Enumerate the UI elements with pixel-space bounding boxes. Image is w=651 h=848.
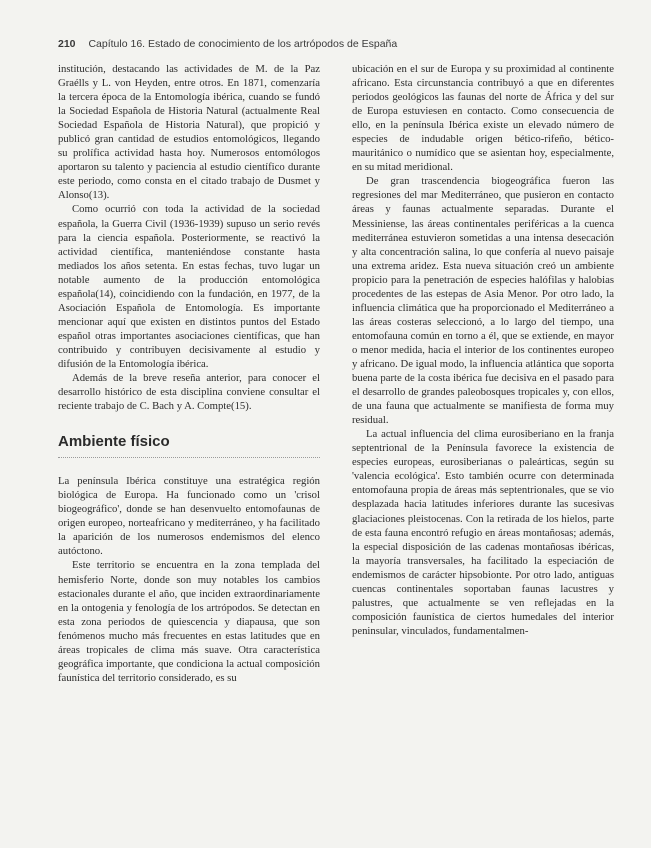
paragraph: institución, destacando las actividades de M. de la Paz Graélls y L. von Heyden, entre otros. En 1871, comenzaría la tercera época de la Entomología ibérica, cuando se fundó la Sociedad Española de Historia Natural (actualmente Real Sociedad Española de Historia Natural), que propició y publicó gran cantidad de estudios entomológicos, llegando su prolífica actividad hasta hoy. Numerosos entomólogos aportaron su talento y paciencia al estudio científico durante este periodo, como consta en el citado trabajo de Dusmet y Alonso(13). bbox=[58, 63, 320, 202]
paragraph: Como ocurrió con toda la actividad de la sociedad española, la Guerra Civil (1936-1939) supuso un serio revés para la ciencia española. Posteriormente, se reactivó la actividad científica, manteniéndose constante hasta mediados los años setenta. En estas fechas, tuvo lugar un notable aumento de la producción entomológica española(14), coincidiendo con la fundación, en 1977, de la Asociación Española de Entomología. Es importante mencionar aquí que existen en distintos puntos del Estado español otras importantes asociaciones científicas, que han contribuido y contribuyen decisivamente al estudio y difusión de la Entomología ibérica. bbox=[58, 203, 320, 370]
page-number: 210 bbox=[58, 38, 76, 50]
paragraph: Este territorio se encuentra en la zona templada del hemisferio Norte, donde son muy notables los cambios estacionales durante el año, que inciden extraordinariamente en la ontogenia y fenología de los artrópodos. Se detectan en esta zona periodos de quiescencia y diapausa, que son fenómenos mucho más frecuentes en estas latitudes que en áreas tropicales de clima más suave. Otra característica geográfica importante, que condiciona la actual composición faunística del territorio considerado, es su bbox=[58, 559, 320, 684]
paragraph: La actual influencia del clima eurosiberiano en la franja septentrional de la Península favorece la existencia de especies europeas, eurosiberianas o paleárticas, según su 'valencia ecológica'. Esto también ocurre con determinada entomofauna propia de áreas más septentrionales, que se vio desplazada hacia latitudes inferiores durante las sucesivas glaciaciones pleistocenas. Con la retirada de los hielos, parte de esta fauna encontró refugio en áreas montañosas; además, la especial disposición de las cadenas montañosas ibéricas, la mayoría transversales, ha facilitado la especiación de endemismos de carácter hipsobionte. Por otro lado, antiguas cuencas continentales soportaban faunas lacustres y palustres, que actualmente se ven reflejadas en la composición faunística de ciertos humedales del interior peninsular, vinculados, fundamentalmen- bbox=[352, 428, 614, 637]
paragraph: ubicación en el sur de Europa y su proximidad al continente africano. Esta circunstancia contribuyó a que en diferentes periodos geológicos las faunas del norte de África y del sur de Europa estuviesen en contacto. Como consecuencia de ello, en la península Ibérica existe un elevado número de especies de indudable origen bético-rifeño, bético-mauritánico o numídico que se asientan hoy, especialmente, en su mitad meridional. bbox=[352, 63, 614, 174]
section-divider bbox=[58, 457, 320, 458]
section-heading: Ambiente físico bbox=[58, 433, 170, 451]
paragraph: Además de la breve reseña anterior, para conocer el desarrollo histórico de esta disciplina conviene consultar el reciente trabajo de C. Bach y A. Compte(15). bbox=[58, 372, 320, 413]
running-title: Capítulo 16. Estado de conocimiento de los artrópodos de España bbox=[88, 38, 398, 50]
left-column bbox=[58, 62, 320, 685]
paragraph: De gran trascendencia biogeográfica fueron las regresiones del mar Mediterráneo, que pusieron en contacto áreas y faunas actualmente separadas. Durante el Messiniense, las áreas continentales periféricas a la cuenca mediterránea estuvieron sometidas a una intensa desecación y alta concentración salina, lo que confería al nuevo paisaje una extrema aridez. Esta nueva situación creó un ambiente propicio para la penetración de especies halófilas y halobias procedentes de las estepas de Asia Menor. Por otro lado, la influencia climática que ha proporcionado el Mediterráneo a las áreas costeras seleccionó, a lo largo del tiempo, una entomofauna común en torno a él, que se extiende, en mayor o menor medida, hacia el interior de los continentes europeo y africano. De igual modo, la influencia atlántica que soporta buena parte de la costa ibérica fue decisiva en el pasado para el desarrollo de grandes paleobosques tropicales y, con ellos, de una fauna que actualmente se manifiesta de forma muy residual. bbox=[352, 175, 614, 427]
running-header bbox=[58, 38, 618, 50]
right-column bbox=[352, 62, 614, 638]
paragraph: La península Ibérica constituye una estratégica región biológica de Europa. Ha funcionado como un 'crisol biogeográfico', donde se han desenvuelto entomofaunas de origen europeo, norteafricano y mediterráneo, y ha facilitado la aparición de los numerosos endemismos del elenco autóctono. bbox=[58, 475, 320, 558]
